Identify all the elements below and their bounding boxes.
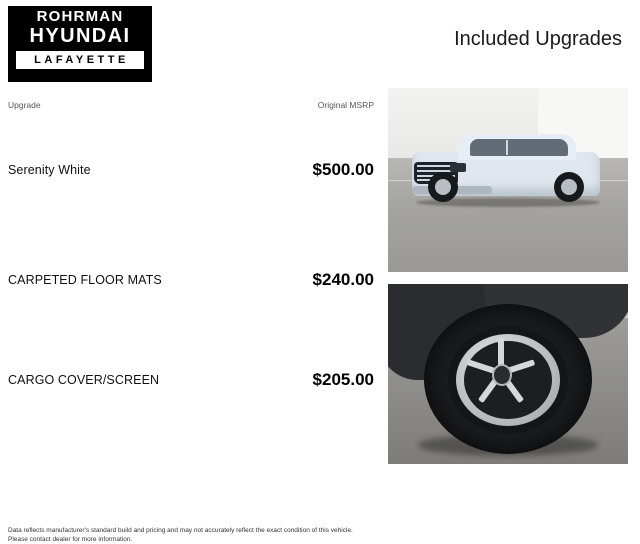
dealer-logo [8, 6, 152, 82]
upgrade-price: $205.00 [312, 370, 374, 389]
dealer-logo-line-3: LAFAYETTE [34, 54, 129, 66]
tire [424, 304, 592, 454]
page-header [0, 0, 640, 88]
suv-window-glass [470, 139, 568, 156]
upgrades-table [0, 88, 388, 543]
dealer-logo-line-1: ROHRMAN [36, 8, 124, 25]
dealer-logo-banner [16, 51, 144, 69]
table-row [0, 260, 388, 300]
upgrade-name: Serenity White [8, 163, 91, 177]
column-header-upgrade: Upgrade [8, 100, 41, 110]
upgrade-price: $500.00 [312, 160, 374, 179]
suv-rear-wheel [554, 172, 584, 202]
alloy-rim [456, 334, 560, 426]
dealer-logo-line-2: HYUNDAI [29, 25, 131, 47]
vehicle-wheel-photo [388, 284, 628, 464]
wheel-hub-cap [492, 364, 512, 386]
column-header-msrp: Original MSRP [317, 100, 374, 110]
disclaimer-line-1: Data reflects manufacturer's standard build and pricing and may not accurately reflect the exact condition of this vehicle. [8, 527, 353, 534]
upgrade-price: $240.00 [312, 270, 374, 289]
suv-headlight [450, 163, 466, 172]
suv-window-pillar [506, 140, 508, 155]
disclaimer-line-2: Please contact dealer for more information. [8, 536, 133, 543]
page-title: Included Upgrades [454, 28, 622, 50]
disclaimer [8, 526, 380, 544]
upgrade-name: CARGO COVER/SCREEN [8, 373, 160, 387]
vehicle-exterior-photo [388, 88, 628, 272]
table-row [0, 150, 388, 190]
table-row [0, 360, 388, 400]
upgrade-name: CARPETED FLOOR MATS [8, 273, 162, 287]
suv-front-wheel [428, 172, 458, 202]
suv-illustration [406, 132, 606, 210]
